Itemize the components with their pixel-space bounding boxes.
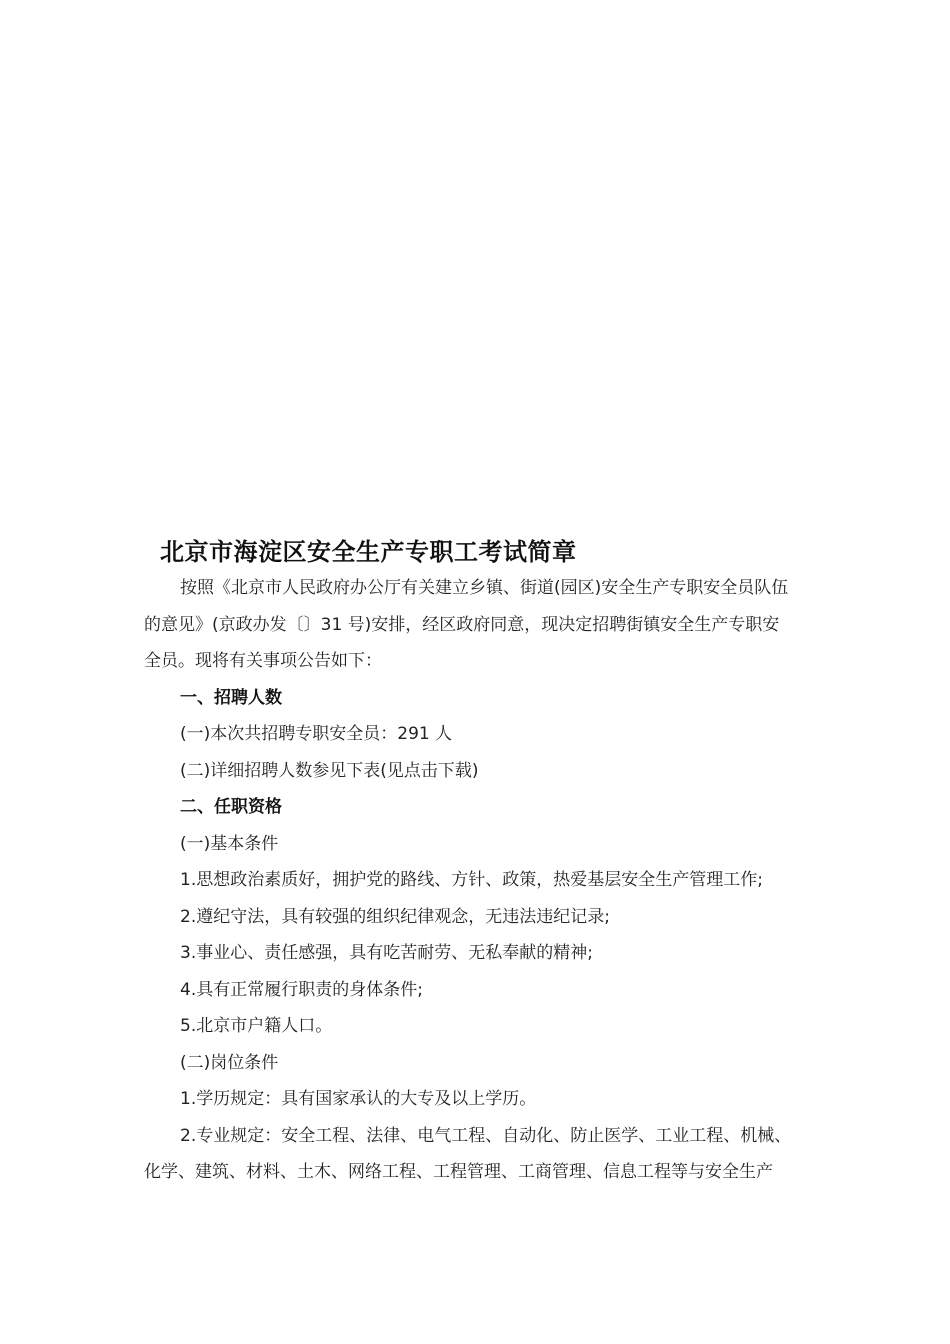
list-item: 3.事业心、责任感强，具有吃苦耐劳、无私奉献的精神; — [180, 943, 593, 963]
list-item: 1.思想政治素质好，拥护党的路线、方针、政策，热爱基层安全生产管理工作; — [180, 870, 763, 890]
list-item: 2.专业规定：安全工程、法律、电气工程、自动化、防止医学、工业工程、机械、 — [180, 1125, 792, 1146]
list-item: 2.遵纪守法，具有较强的组织纪律观念，无违法违纪记录; — [180, 906, 610, 927]
paragraph-line: 全员。现将有关事项公告如下： — [144, 651, 382, 671]
list-item: 5.北京市户籍人口。 — [180, 1016, 333, 1036]
section-heading: 一、招聘人数 — [180, 687, 282, 708]
list-item: 4.具有正常履行职责的身体条件; — [180, 979, 423, 1000]
list-item: 1.学历规定：具有国家承认的大专及以上学历。 — [180, 1089, 537, 1109]
paragraph-line: 按照《北京市人民政府办公厅有关建立乡镇、街道(园区)安全生产专职安全员队伍 — [180, 578, 789, 598]
subsection-heading: (二)岗位条件 — [180, 1052, 279, 1073]
document-title: 北京市海淀区安全生产专职工考试简章 — [160, 538, 577, 566]
document-body — [144, 570, 816, 1191]
subsection-heading: (一)基本条件 — [180, 833, 279, 854]
paragraph-line: 的意见》(京政办发〔〕31 号)安排，经区政府同意，现决定招聘街镇安全生产专职安 — [144, 614, 780, 635]
section-heading: 二、任职资格 — [180, 797, 282, 817]
list-item-continuation: 化学、建筑、材料、土木、网络工程、工程管理、工商管理、信息工程等与安全生产 — [144, 1162, 773, 1182]
paragraph-line: (二)详细招聘人数参见下表(见点击下载) — [180, 760, 479, 781]
paragraph-line: (一)本次共招聘专职安全员：291 人 — [180, 724, 453, 744]
